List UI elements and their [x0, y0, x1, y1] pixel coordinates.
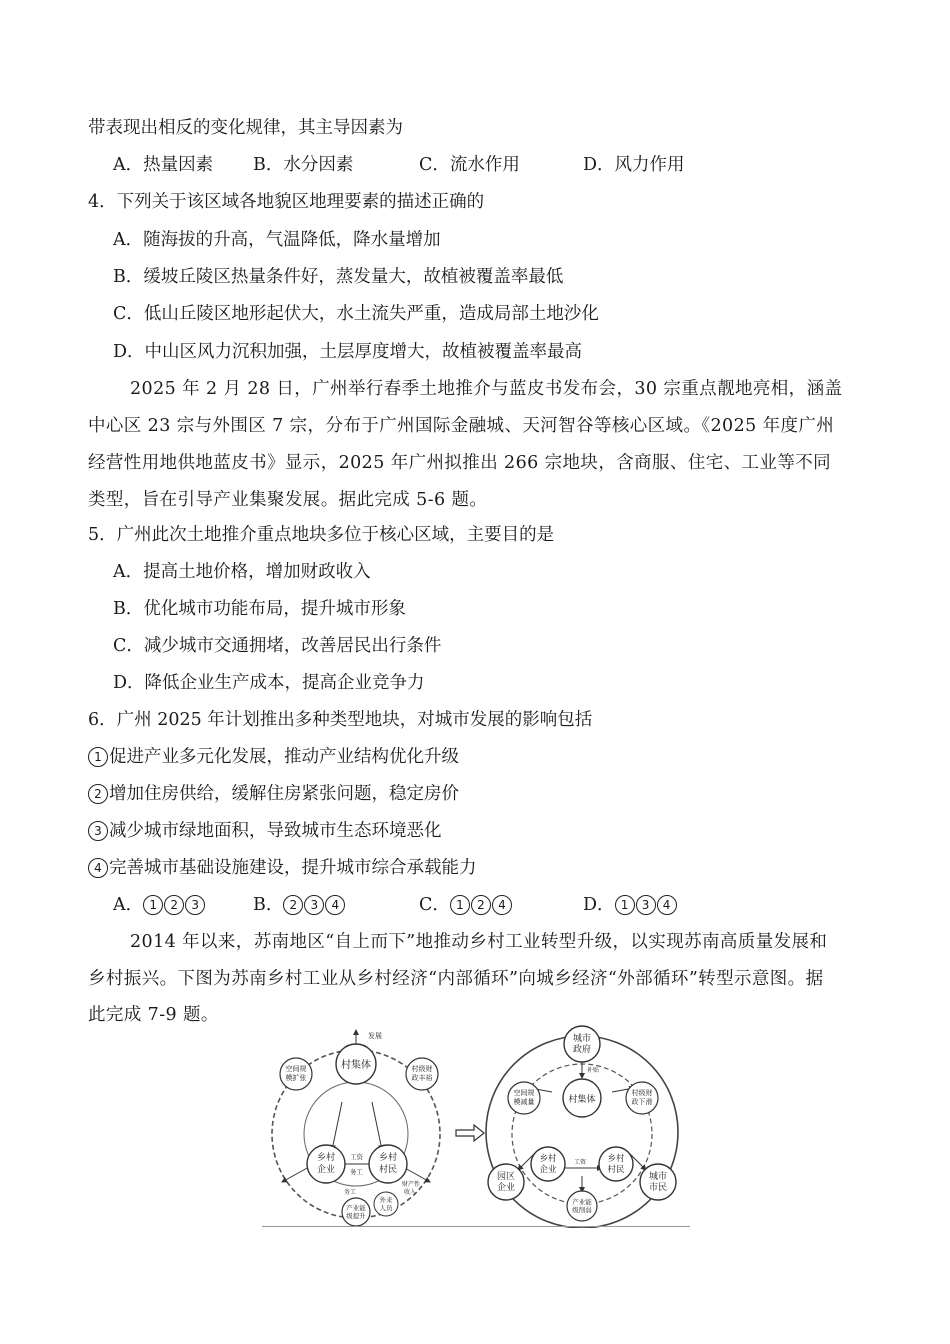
q6-statement-2: 2 增加住房供给，缓解住房紧张问题，稳定房价: [88, 782, 459, 806]
q3-option-a: A．热量因素: [113, 155, 214, 175]
svg-text:政丰裕: 政丰裕: [411, 1074, 433, 1082]
svg-text:空间规: 空间规: [285, 1065, 307, 1073]
q3-stem-end: 带表现出相反的变化规律，其主导因素为: [88, 118, 403, 138]
q6-statement-3: 3 减少城市绿地面积，导致城市生态环境恶化: [88, 819, 442, 843]
q6-statement-4: 4 完善城市基础设施建设，提升城市综合承载能力: [88, 856, 477, 880]
node-rural-villager: [369, 1145, 407, 1183]
svg-text:模扩张: 模扩张: [285, 1074, 307, 1082]
node-rural-enterprise: [307, 1145, 345, 1183]
node-industry-upgrade: [342, 1198, 370, 1226]
circled-number: 4: [88, 858, 108, 878]
svg-text:村集体: 村集体: [568, 1095, 596, 1105]
label-property-2: 收入: [404, 1189, 417, 1196]
q5-option-c: C．减少城市交通拥堵，改善居民出行条件: [113, 636, 442, 656]
node-migrant: [374, 1192, 398, 1216]
svg-text:村集体: 村集体: [341, 1060, 371, 1071]
svg-text:产业能: 产业能: [346, 1204, 366, 1212]
label-property-1: 财产性: [402, 1181, 421, 1188]
node-village-finance-rich: [406, 1058, 438, 1090]
q5-option-a: A．提高土地价格，增加财政收入: [113, 562, 371, 582]
q6-option-d: D． 1 3 4: [583, 893, 678, 917]
rural-industry-transformation-diagram: [262, 1022, 690, 1228]
svg-text:外来: 外来: [379, 1196, 393, 1204]
material-2-line-2: 乡村振兴。下图为苏南乡村工业从乡村经济“内部循环”向城乡经济“外部循环”转型示意图。据: [88, 969, 824, 989]
node-rural-villager-right: [599, 1147, 633, 1181]
material-1-line-4: 类型，旨在引导产业集聚发展。据此完成 5-6 题。: [88, 490, 488, 510]
material-1-line-3: 经营性用地供地蓝皮书》显示，2025 年广州拟推出 266 宗地块，含商服、住宅、工业等不同: [88, 453, 832, 473]
node-space-shrink: [508, 1082, 540, 1114]
svg-text:城市: 城市: [572, 1034, 592, 1044]
q6-statement-1: 1 促进产业多元化发展，推动产业结构优化升级: [88, 745, 459, 769]
node-village-collective-right: [563, 1079, 601, 1117]
q4-option-a: A．随海拔的升高，气温降低，降水量增加: [113, 230, 441, 250]
left-inner-cycle-panel: [272, 1030, 440, 1226]
svg-text:空间规: 空间规: [513, 1089, 535, 1097]
q4-option-b: B．缓坡丘陵区热量条件好，蒸发量大，故植被覆盖率最低: [113, 267, 564, 287]
svg-text:政府: 政府: [572, 1045, 592, 1055]
right-outer-cycle-panel: [486, 1026, 678, 1228]
circled-number: 3: [88, 821, 108, 841]
svg-text:城市: 城市: [648, 1172, 668, 1182]
node-space-expand: [280, 1058, 312, 1090]
q5-option-d: D．降低企业生产成本，提高企业竞争力: [113, 673, 425, 693]
label-develop: 发展: [368, 1032, 382, 1040]
q4-option-c: C．低山丘陵区地形起伏大，水土流失严重，造成局部土地沙化: [113, 304, 599, 324]
material-2-line-1: 2014 年以来，苏南地区“自上而下”地推动乡村工业转型升级，以实现苏南高质量发展和: [130, 932, 828, 952]
circled-number: 2: [88, 784, 108, 804]
svg-text:乡村: 乡村: [316, 1153, 336, 1163]
q5-option-b: B．优化城市功能布局，提升城市形象: [113, 599, 406, 619]
q6-option-c: C． 1 2 4: [419, 893, 513, 917]
svg-text:乡村: 乡村: [378, 1153, 398, 1163]
transition-arrow: [456, 1125, 484, 1141]
svg-text:园区: 园区: [496, 1172, 516, 1182]
svg-text:产业能: 产业能: [572, 1198, 592, 1206]
label-wage-right: 工资: [574, 1159, 587, 1166]
svg-text:市民: 市民: [648, 1183, 668, 1193]
svg-text:乡村: 乡村: [539, 1154, 557, 1164]
svg-text:企业: 企业: [496, 1183, 516, 1193]
q5-stem: 5．广州此次土地推介重点地块多位于核心区域，主要目的是: [88, 525, 555, 545]
svg-text:人员: 人员: [379, 1204, 393, 1212]
svg-text:村民: 村民: [607, 1165, 625, 1175]
node-village-finance-decline: [626, 1082, 658, 1114]
material-2-line-3: 此完成 7-9 题。: [88, 1005, 219, 1025]
node-village-collective: [336, 1044, 376, 1084]
svg-text:村级财: 村级财: [631, 1089, 653, 1097]
label-work-2: 务工: [344, 1189, 357, 1196]
svg-text:政下滑: 政下滑: [631, 1098, 653, 1106]
circled-number: 1: [88, 747, 108, 767]
svg-text:模减量: 模减量: [513, 1098, 535, 1106]
svg-text:乡村: 乡村: [607, 1154, 625, 1164]
figure-divider: [262, 1226, 690, 1227]
q4-stem: 4．下列关于该区域各地貌区地理要素的描述正确的: [88, 192, 485, 212]
label-wage: 工资: [350, 1153, 363, 1161]
label-work: 务工: [350, 1168, 363, 1176]
material-1-line-2: 中心区 23 宗与外围区 7 宗，分布于广州国际金融城、天河智谷等核心区域。《2025 年度广州: [88, 416, 835, 436]
node-rural-enterprise-right: [531, 1147, 565, 1181]
q4-option-d: D．中山区风力沉积加强，土层厚度增大，故植被覆盖率最高: [113, 342, 583, 362]
q6-option-b: B． 2 3 4: [253, 893, 346, 917]
svg-text:级削弱: 级削弱: [572, 1206, 592, 1214]
node-city-government: [564, 1026, 600, 1062]
node-urban-citizen: [640, 1164, 676, 1200]
svg-text:村级财: 村级财: [411, 1065, 433, 1073]
svg-text:村民: 村民: [378, 1165, 398, 1175]
material-1-line-1: 2025 年 2 月 28 日，广州举行春季土地推介与蓝皮书发布会，30 宗重点靓地亮相，涵盖: [130, 379, 843, 399]
node-industry-decline: [567, 1191, 597, 1221]
q3-option-c: C．流水作用: [419, 155, 520, 175]
q3-option-d: D．风力作用: [583, 155, 685, 175]
svg-text:企业: 企业: [539, 1165, 557, 1175]
q3-option-b: B．水分因素: [253, 155, 354, 175]
q6-stem: 6．广州 2025 年计划推出多种类型地块，对城市发展的影响包括: [88, 710, 593, 730]
svg-text:级提升: 级提升: [346, 1212, 366, 1220]
node-park-enterprise: [488, 1164, 524, 1200]
label-subsidy: 补贴: [587, 1067, 600, 1074]
q6-option-a: A． 1 2 3: [113, 893, 206, 917]
svg-text:企业: 企业: [316, 1165, 336, 1175]
